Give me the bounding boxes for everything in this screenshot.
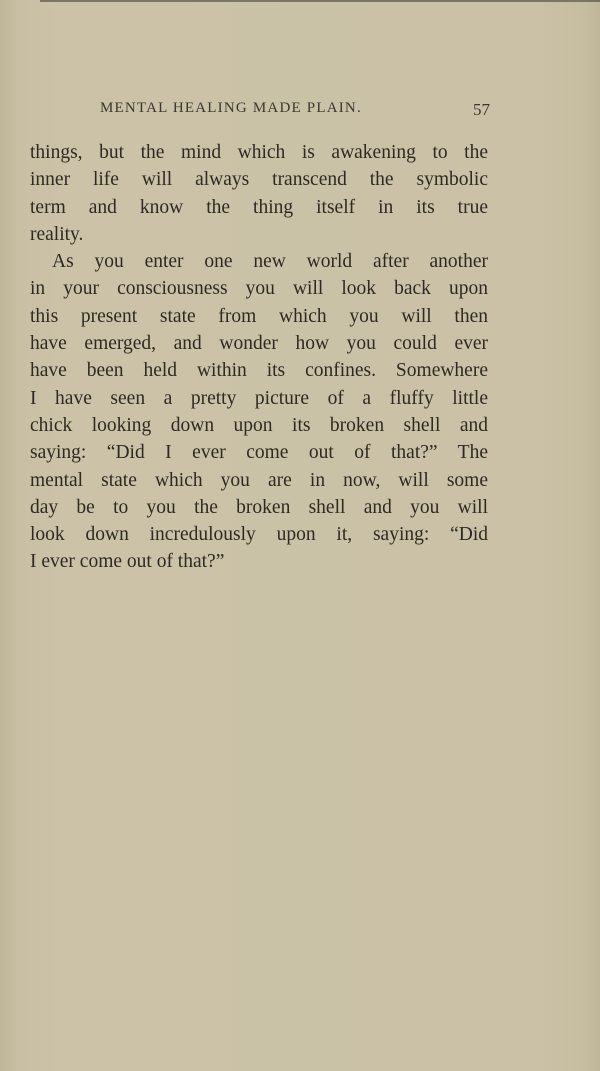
text-line: chick looking down upon its broken shell and — [30, 414, 488, 436]
text-line: reality. — [30, 223, 84, 245]
text-line: in your consciousness you will look back upon — [30, 278, 488, 300]
paragraph-1 — [30, 139, 488, 248]
text-line: this present state from which you will then — [30, 305, 488, 327]
running-title: MENTAL HEALING MADE PLAIN. — [100, 100, 362, 116]
text-line: things, but the mind which is awakening to the — [30, 142, 488, 163]
text-line: look down incredulously upon it, saying: “Did — [30, 524, 488, 546]
text-line: As you enter one new world after another — [52, 251, 488, 273]
running-head — [30, 100, 490, 124]
text-line: I have seen a pretty picture of a fluffy little — [30, 387, 488, 409]
text-line: term and know the thing itself in its true — [30, 196, 488, 218]
text-line: I ever come out of that?” — [30, 551, 225, 573]
text-line: have emerged, and wonder how you could ever — [30, 333, 488, 355]
paragraph-2 — [30, 248, 488, 576]
text-line: day be to you the broken shell and you will — [30, 496, 488, 518]
text-line: mental state which you are in now, will some — [30, 469, 488, 491]
page-top-edge — [40, 0, 600, 2]
text-line: saying: “Did I ever come out of that?” The — [30, 442, 488, 464]
text-line: inner life will always transcend the symbolic — [30, 169, 488, 191]
body-text — [30, 139, 488, 576]
page-number: 57 — [473, 100, 490, 119]
text-line: have been held within its confines. Somewhere — [30, 360, 488, 382]
